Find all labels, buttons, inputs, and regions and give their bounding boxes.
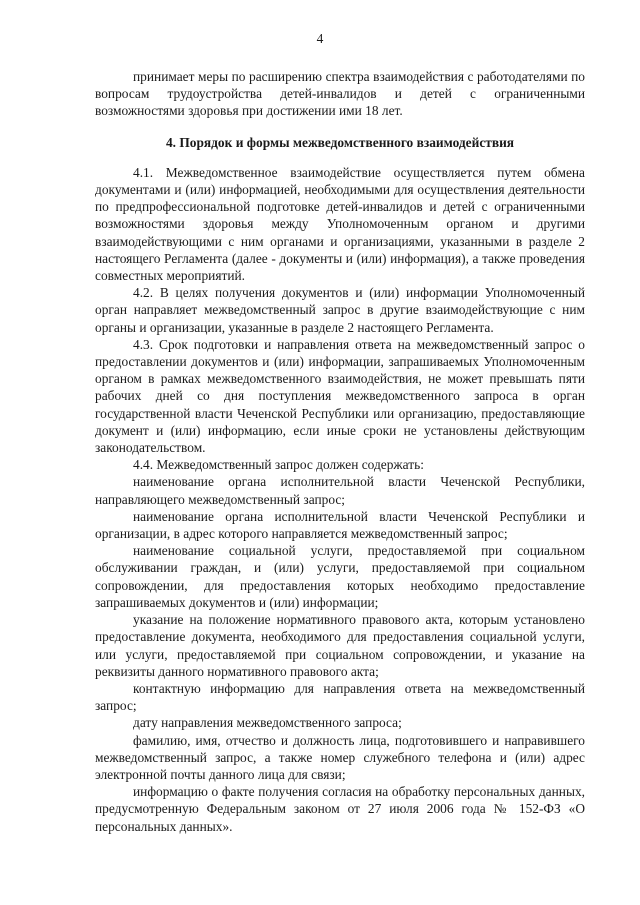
paragraph-4-3: 4.3. Срок подготовки и направления ответа на межведомственный запрос о предоставлении документов и (или) информации, запрашиваемых Уполномоченным органом в рамках межведомственного взаимодействия, не может превышать пяти рабочих дней со дня поступления межведомственного запроса в орган государственной власти Чеченской Республики или организацию, предоставляющие документ и (или) информацию, если иные сроки не установлены действующим законодательством. xyxy=(95,336,585,456)
paragraph-4-2: 4.2. В целях получения документов и (или) информации Уполномоченный орган направляет межведомственный запрос в другие взаимодействующие с ним органы и организации, указанные в разделе 2 настоящего Регламента. xyxy=(95,285,585,335)
list-item-service-name: наименование социальной услуги, предоставляемой при социальном обслуживании граждан, и (или) услуги, предоставляемой при социальном сопровождении, для предоставления которых необходимо предоставление запрашиваемых документов и (или) информации; xyxy=(95,543,585,610)
list-item-authority-name: наименование органа исполнительной власти Чеченской Республики, направляющего межведомственный запрос; xyxy=(95,474,585,507)
paragraph-4-4: 4.4. Межведомственный запрос должен содержать: xyxy=(133,457,424,473)
list-item-consent-info: информацию о факте получения согласия на обработку персональных данных, предусмотренную Федеральным законом от 27 июля 2006 года № 152-ФЗ «О персональных данных». xyxy=(95,784,585,834)
list-item-contact-info: контактную информацию для направления ответа на межведомственный запрос; xyxy=(95,680,585,714)
list-item-request-date: дату направления межведомственного запроса; xyxy=(133,715,402,731)
paragraph-4-1: 4.1. Межведомственное взаимодействие осуществляется путем обмена документами и (или) информацией, необходимыми для осуществления деятельности по предпрофессиональной подготовке детей-инвалидов и детей с ограниченными возможностями здоровья между Уполномоченным органом и другими взаимодействующими с ним органами и организациями, указанными в разделе 2 настоящего Регламента (далее - документы и (или) информация), а также проведения совместных мероприятий. xyxy=(95,164,585,284)
list-item-recipient-name: наименование органа исполнительной власти Чеченской Республики и организации, в адрес которого направляется межведомственный запрос; xyxy=(95,508,585,542)
section-heading: 4. Порядок и формы межведомственного взаимодействия xyxy=(165,134,515,150)
document-body xyxy=(95,68,585,835)
paragraph-continuation: принимает меры по расширению спектра взаимодействия с работодателями по вопросам трудоустройства детей-инвалидов и детей с ограниченными возможностями здоровья при достижении ими 18 лет. xyxy=(95,69,585,119)
list-item-legal-act: указание на положение нормативного правового акта, которым установлено предоставление документа, необходимого для предоставления социальной услуги, или услуги, предоставляемой при социальном сопровождении, и указание на реквизиты данного нормативного правового акта; xyxy=(95,612,585,679)
list-item-responsible-person: фамилию, имя, отчество и должность лица, подготовившего и направившего межведомственный запрос, а также номер служебного телефона и (или) адрес электронной почты данного лица для связи; xyxy=(95,732,585,782)
page-number: 4 xyxy=(316,31,324,46)
